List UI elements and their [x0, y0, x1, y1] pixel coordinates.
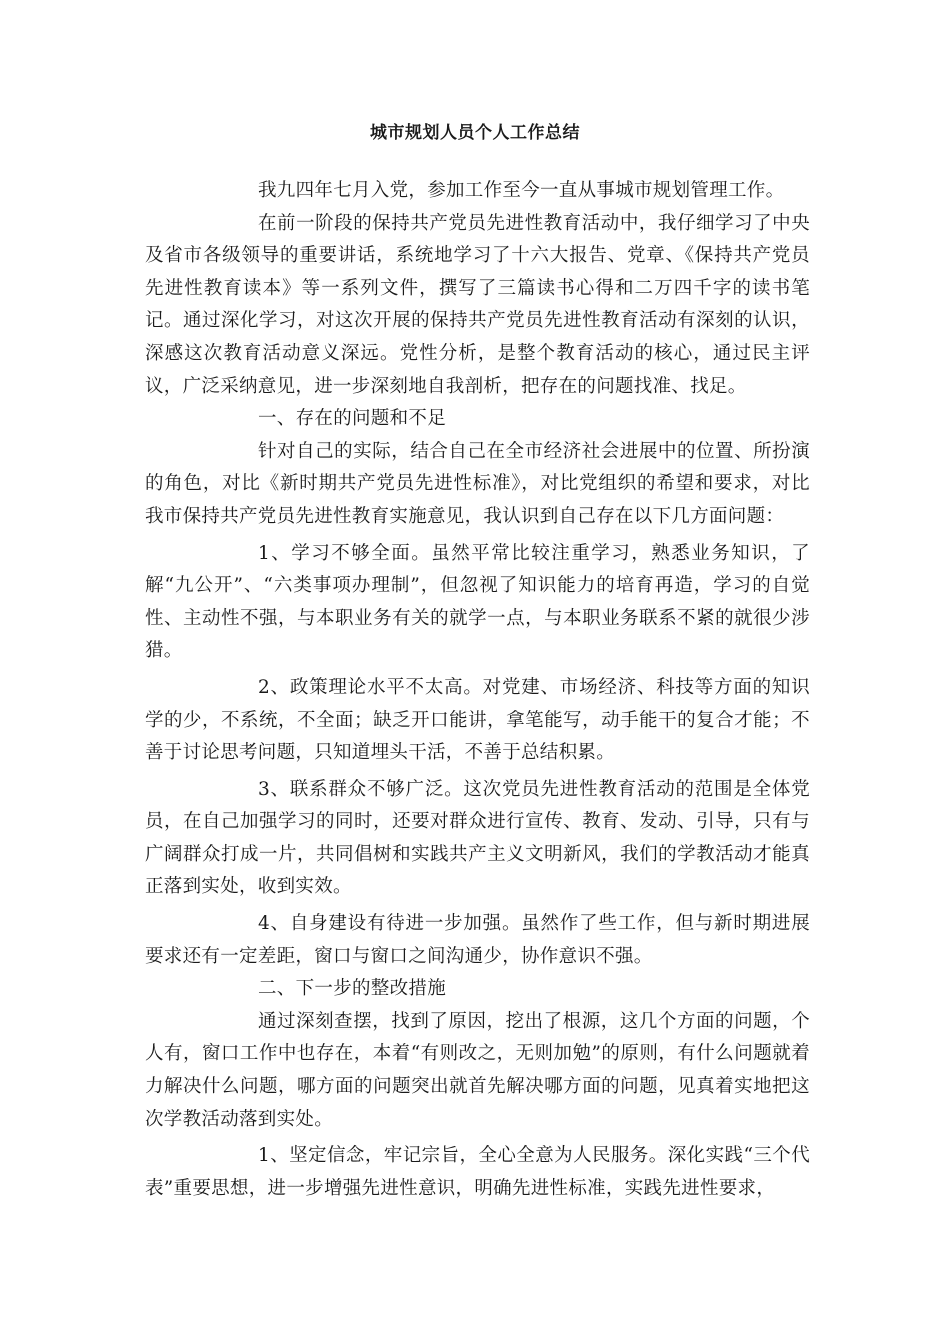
paragraph-problem-3: 3、联系群众不够广泛。这次党员先进性教育活动的范围是全体党员，在自己加强学习的同时，还要对群众进行宣传、教育、发动、引导，只有与广阔群众打成一片，共同倡树和实践共产主义文明新风，我们的学教活动才能真正落到实处，收到实效。 [145, 778, 810, 898]
paragraph-problem-2: 2、政策理论水平不太高。对党建、市场经济、科技等方面的知识学的少，不系统，不全面；缺乏开口能讲，拿笔能写，动手能干的复合才能；不善于讨论思考问题，只知道埋头干活，不善于总结积累。 [145, 676, 810, 764]
document-body [145, 175, 810, 1205]
section-heading-problems: 一、存在的问题和不足 [258, 408, 447, 430]
paragraph-measures-intro: 通过深刻查摆，找到了原因，挖出了根源，这几个方面的问题，个人有，窗口工作中也存在，本着“有则改之，无则加勉”的原则，有什么问题就着力解决什么问题，哪方面的问题突出就首先解决哪方面的问题，见真着实地把这次学教活动落到实处。 [145, 1010, 810, 1130]
paragraph-intro: 我九四年七月入党，参加工作至今一直从事城市规划管理工作。 [258, 180, 785, 201]
section-heading-measures: 二、下一步的整改措施 [258, 978, 447, 1000]
document-title: 城市规划人员个人工作总结 [370, 123, 580, 143]
paragraph-problem-4: 4、自身建设有待进一步加强。虽然作了些工作，但与新时期进展要求还有一定差距，窗口与窗口之间沟通少，协作意识不强。 [145, 913, 810, 967]
paragraph-study: 在前一阶段的保持共产党员先进性教育活动中，我仔细学习了中央及省市各级领导的重要讲话，系统地学习了十六大报告、党章、《保持共产党员先进性教育读本》等一系列文件，撰写了三篇读书心得和二万四千字的读书笔记。通过深化学习，对这次开展的保持共产党员先进性教育活动有深刻的认识，深感这次教育活动意义深远。党性分析，是整个教育活动的核心，通过民主评议，广泛采纳意见，进一步深刻地自我剖析，把存在的问题找准、找足。 [145, 212, 810, 397]
paragraph-problem-1: 1、学习不够全面。虽然平常比较注重学习，熟悉业务知识，了解“九公开”、“六类事项办理制”，但忽视了知识能力的培育再造，学习的自觉性、主动性不强，与本职业务有关的就学一点，与本职业务联系不紧的就很少涉猎。 [145, 542, 810, 662]
paragraph-measure-1: 1、坚定信念，牢记宗旨，全心全意为人民服务。深化实践“三个代表”重要思想，进一步增强先进性意识，明确先进性标准，实践先进性要求， [145, 1145, 810, 1199]
paragraph-problems-intro: 针对自己的实际，结合自己在全市经济社会进展中的位置、所扮演的角色，对比《新时期共产党员先进性标准》，对比党组织的希望和要求，对比我市保持共产党员先进性教育实施意见，我认识到自己存在以下几方面问题： [145, 440, 810, 527]
